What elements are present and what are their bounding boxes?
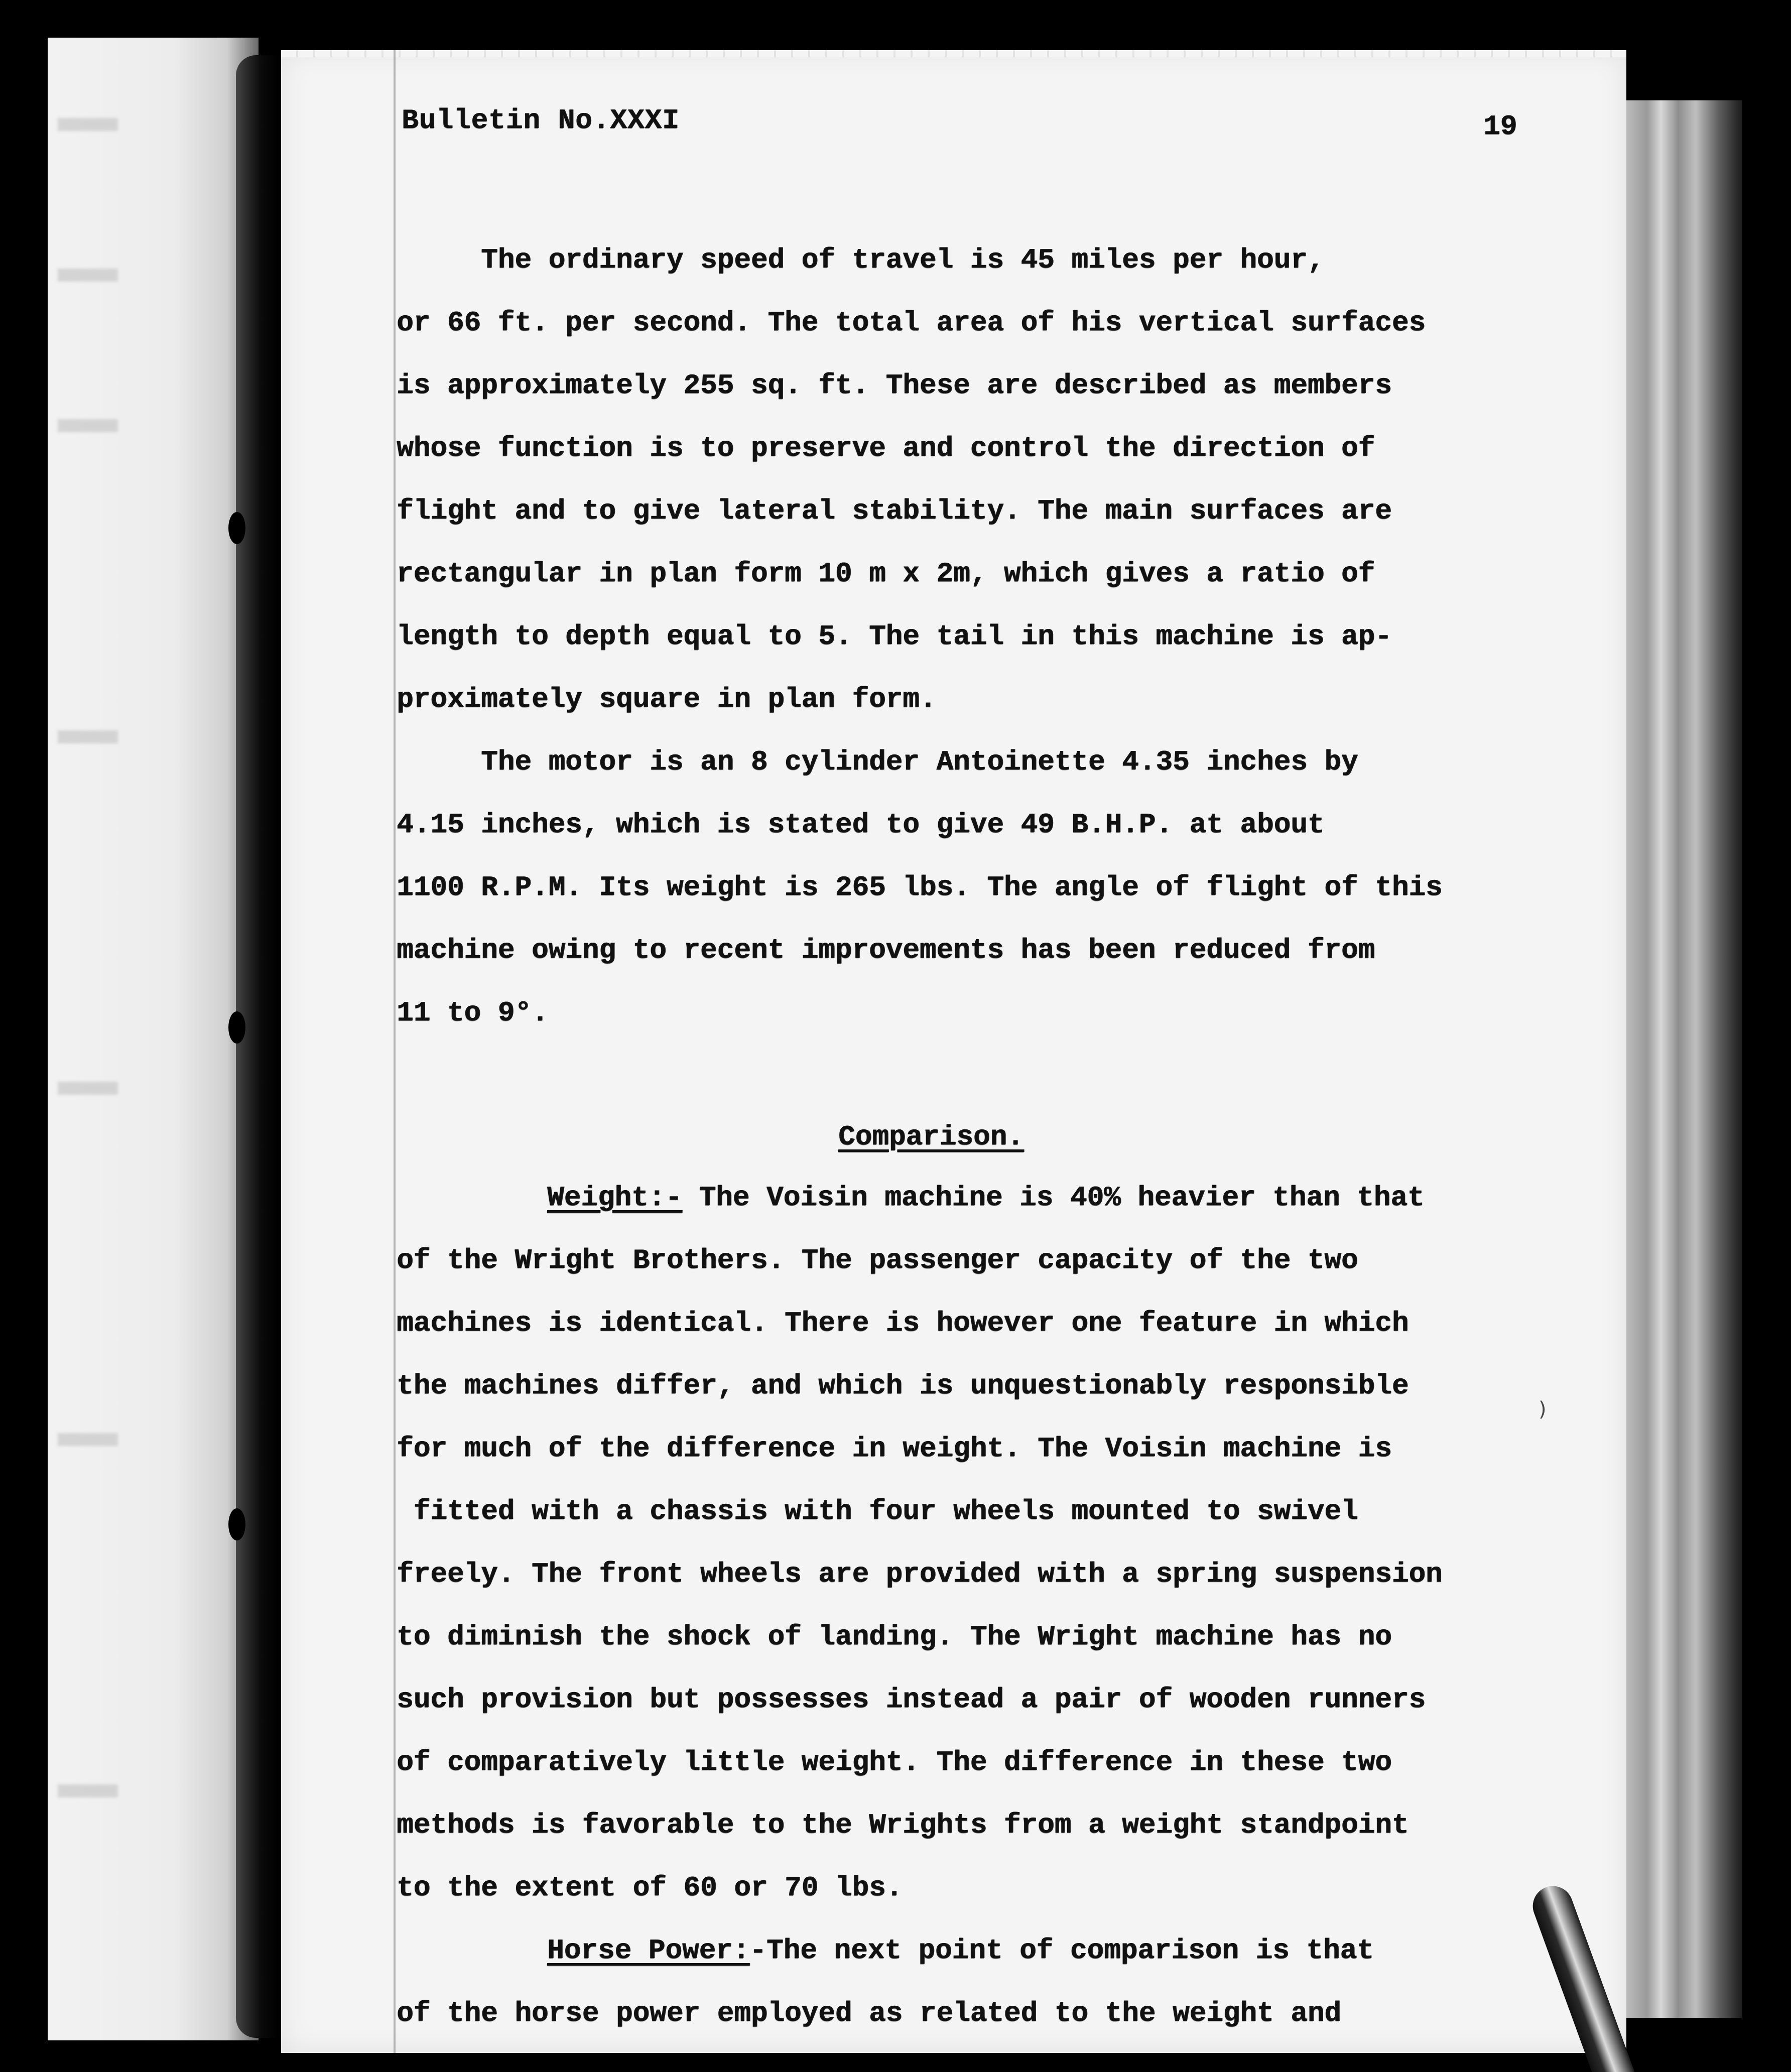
page-number: 19 xyxy=(1483,110,1517,143)
text-line: rectangular in plan form 10 m x 2m, which gives a ratio of xyxy=(397,558,1375,590)
bleed-through-mark xyxy=(58,1082,118,1095)
weight-paragraph-first-line xyxy=(547,1184,1424,1212)
text-line: 4.15 inches, which is stated to give 49 B.H.P. at about xyxy=(397,809,1325,841)
text-line: whose function is to preserve and control the direction of xyxy=(397,432,1375,464)
text-line: of the Wright Brothers. The passenger capacity of the two xyxy=(397,1244,1358,1276)
bleed-through-mark xyxy=(58,1433,118,1446)
text-line: 11 to 9°. xyxy=(397,997,549,1029)
facing-page-edge xyxy=(48,38,259,2040)
bleed-through-mark xyxy=(58,730,118,743)
text-line: flight and to give lateral stability. The main surfaces are xyxy=(397,495,1392,527)
horse-power-first-line-text: -The next point of comparison is that xyxy=(749,1934,1374,1967)
text-line: or 66 ft. per second. The total area of his vertical surfaces xyxy=(397,307,1426,339)
binder-hole xyxy=(228,1011,245,1044)
text-line: length to depth equal to 5. The tail in this machine is ap- xyxy=(397,620,1392,653)
text-line: the machines differ, and which is unquestionably responsible xyxy=(397,1370,1409,1402)
page-stack-edge xyxy=(1626,100,1742,2018)
text-line: to the extent of 60 or 70 lbs. xyxy=(397,1872,903,1904)
weight-label: Weight:- xyxy=(547,1182,682,1214)
margin-line xyxy=(394,50,396,2053)
binder-hole xyxy=(228,1508,245,1540)
margin-tick-icon: ) xyxy=(1539,1398,1547,1421)
bulletin-header: Bulletin No.XXXI xyxy=(402,104,680,137)
weight-first-line-text: The Voisin machine is 40% heavier than that xyxy=(682,1182,1425,1214)
comparison-heading: Comparison. xyxy=(838,1121,1024,1153)
text-line: 1100 R.P.M. Its weight is 265 lbs. The angle of flight of this xyxy=(397,871,1443,903)
text-line: for much of the difference in weight. The Voisin machine is xyxy=(397,1433,1392,1465)
text-line: to diminish the shock of landing. The Wright machine has no xyxy=(397,1621,1392,1653)
text-line: The ordinary speed of travel is 45 miles per hour, xyxy=(397,244,1325,276)
bleed-through-mark xyxy=(58,419,118,432)
text-line: machine owing to recent improvements has been reduced from xyxy=(397,934,1375,966)
horse-power-paragraph-first-line xyxy=(547,1936,1374,1965)
text-line: of comparatively little weight. The difference in these two xyxy=(397,1746,1392,1778)
text-line: freely. The front wheels are provided with a spring suspension xyxy=(397,1558,1443,1590)
text-line: of the horse power employed as related to the weight and xyxy=(397,1997,1341,2029)
text-line: fitted with a chassis with four wheels mounted to swivel xyxy=(397,1495,1358,1527)
text-line: such provision but possesses instead a pair of wooden runners xyxy=(397,1684,1426,1716)
document-page xyxy=(281,50,1626,2053)
text-line: is approximately 255 sq. ft. These are described as members xyxy=(397,369,1392,402)
text-line: proximately square in plan form. xyxy=(397,683,937,715)
binder-hole xyxy=(228,512,245,544)
bleed-through-mark xyxy=(58,269,118,282)
text-line: The motor is an 8 cylinder Antoinette 4.35 inches by xyxy=(397,746,1358,778)
bleed-through-mark xyxy=(58,1784,118,1797)
bleed-through-mark xyxy=(58,118,118,131)
text-line: methods is favorable to the Wrights from a weight standpoint xyxy=(397,1809,1409,1841)
horse-power-label: Horse Power: xyxy=(547,1934,750,1967)
text-line: machines is identical. There is however one feature in which xyxy=(397,1307,1409,1339)
